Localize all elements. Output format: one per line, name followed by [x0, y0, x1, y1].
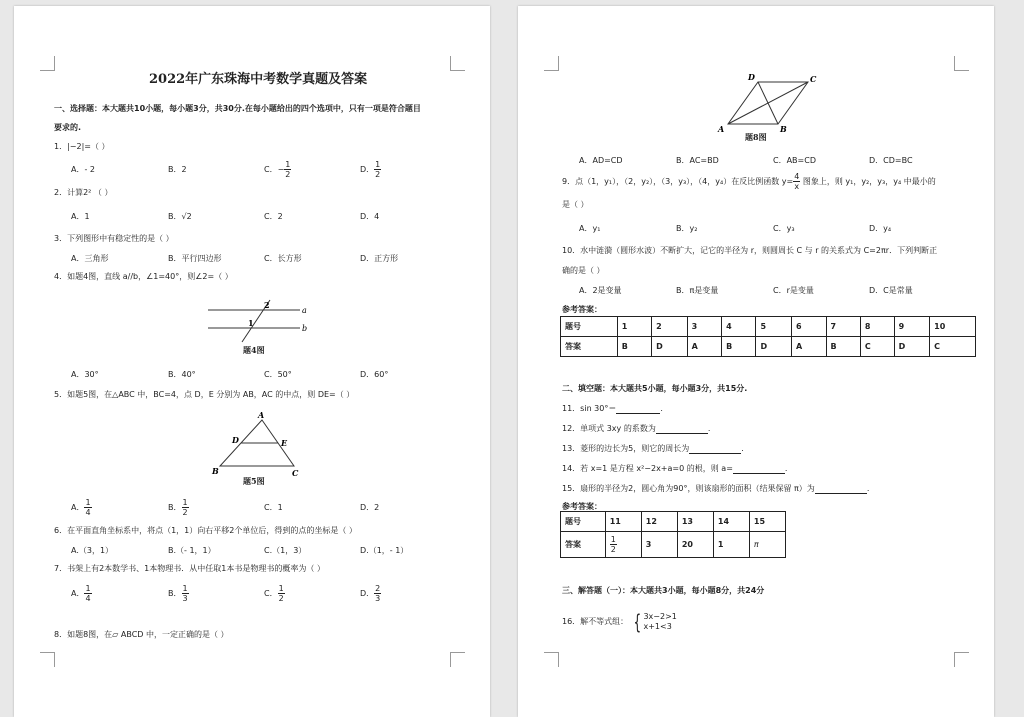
figure-8-caption: 题8图: [745, 132, 767, 142]
q6-option-c: C.（1，3）: [264, 546, 307, 555]
table-row: [561, 317, 976, 337]
table-cell: 题号: [561, 512, 606, 532]
figure-5-triangle: [210, 408, 306, 478]
q3-option-c: C．长方形: [264, 254, 302, 263]
table-cell: 11: [605, 512, 641, 532]
inequality-system: { 3x−2>1 x+1<3: [633, 609, 677, 634]
question-11: 11．sin 30°＝ .: [562, 404, 663, 413]
q1-option-b: B．2: [168, 165, 187, 174]
fig8-vertex-a: A: [718, 124, 725, 134]
section-1-heading-cont: 要求的.: [54, 123, 82, 132]
table-cell: B: [617, 337, 651, 357]
table-cell: 答案: [561, 337, 618, 357]
margin-corner-mark: [954, 56, 969, 71]
margin-corner-mark: [450, 652, 465, 667]
question-9-stem-cont: 是（ ）: [562, 200, 589, 209]
table-row: [561, 532, 786, 558]
table-cell: $\frac{1}{2}$: [605, 532, 641, 558]
table-cell: 6: [792, 317, 827, 337]
question-10-stem-cont: 确的是（ ）: [562, 266, 605, 275]
table-cell: 8: [860, 317, 894, 337]
table-cell: 4: [722, 317, 756, 337]
document-title: 2022年广东珠海中考数学真题及答案: [149, 72, 368, 87]
margin-corner-mark: [40, 652, 55, 667]
table-cell: 1: [713, 532, 749, 558]
q10-option-b: B．π是变量: [676, 286, 719, 295]
document-page-1: [14, 6, 490, 717]
table-cell: 答案: [561, 532, 606, 558]
table-cell: 题号: [561, 317, 618, 337]
fig4-line-a-label: a: [302, 306, 307, 315]
q9-option-a: A．y₁: [579, 224, 601, 233]
q7-option-c: C． $\frac{1}{2}$: [264, 584, 284, 603]
q7-option-a: A． $\frac{1}{4}$: [71, 584, 91, 603]
table-cell: 12: [641, 512, 677, 532]
question-8-stem: 8．如题8图，在▱ ABCD 中，一定正确的是（ ）: [54, 630, 229, 639]
table-cell: D: [652, 337, 688, 357]
table-cell: B: [826, 337, 860, 357]
table-cell: 7: [826, 317, 860, 337]
q10-option-d: D．C是常量: [869, 286, 913, 295]
table-cell: 20: [677, 532, 713, 558]
table-cell: 9: [894, 317, 930, 337]
question-13: 13．菱形的边长为5，则它的周长为 .: [562, 444, 744, 453]
q9-option-b: B．y₂: [676, 224, 698, 233]
q4-option-a: A．30°: [71, 370, 99, 379]
q1-option-c: C．− $\frac{1}{2}$: [264, 160, 291, 179]
q6-option-d: D.（1，- 1）: [360, 546, 409, 555]
section-2-heading: 二、填空题：本大题共5小题，每小题3分，共15分.: [562, 384, 748, 393]
table-row: [561, 337, 976, 357]
fig8-vertex-b: B: [780, 124, 787, 134]
question-4-stem: 4．如题4图，直线 a//b，∠1=40°，则∠2=（ ）: [54, 272, 233, 281]
fig4-angle-2-label: 2: [264, 300, 270, 310]
q10-option-c: C．r是变量: [773, 286, 814, 295]
fig4-line-b-label: b: [302, 324, 308, 333]
question-14: 14．若 x=1 是方程 x²−2x+a=0 的根，则 a= .: [562, 464, 788, 473]
fig5-vertex-c: C: [292, 468, 299, 478]
table-cell: π: [749, 532, 785, 558]
table-cell: B: [722, 337, 756, 357]
table-cell: D: [756, 337, 792, 357]
q9-option-c: C．y₃: [773, 224, 795, 233]
answer-table-fill: [560, 511, 786, 558]
reference-answers-label-1: 参考答案：: [562, 305, 602, 314]
table-cell: 15: [749, 512, 785, 532]
figure-4-parallel-lines: [204, 296, 316, 346]
section-3-heading: 三、解答题（一）：本大题共3小题，每小题8分，共24分: [562, 586, 765, 595]
q6-option-a: A.（3，1）: [71, 546, 114, 555]
q8-option-c: C．AB=CD: [773, 156, 816, 165]
answer-table-choice: [560, 316, 976, 357]
table-cell: 3: [641, 532, 677, 558]
fig5-point-d: D: [232, 435, 239, 445]
table-cell: 2: [652, 317, 688, 337]
table-cell: C: [930, 337, 976, 357]
q9-option-d: D．y₄: [869, 224, 892, 233]
table-cell: 10: [930, 317, 976, 337]
q1-option-a: A．- 2: [71, 165, 95, 174]
q3-option-a: A．三角形: [71, 254, 109, 263]
q5-option-b: B． $\frac{1}{2}$: [168, 498, 188, 517]
q4-option-d: D．60°: [360, 370, 389, 379]
margin-corner-mark: [544, 56, 559, 71]
q8-option-a: A．AD=CD: [579, 156, 623, 165]
q2-option-d: D．4: [360, 212, 380, 221]
q5-option-d: D．2: [360, 503, 380, 512]
reference-answers-label-2: 参考答案：: [562, 502, 602, 511]
q2-option-c: C．2: [264, 212, 283, 221]
q1-option-d: D． $\frac{1}{2}$: [360, 160, 381, 179]
table-row: [561, 512, 786, 532]
figure-4-caption: 题4图: [243, 345, 265, 355]
question-12: 12．单项式 3xy 的系数为 .: [562, 424, 711, 433]
fig5-vertex-a: A: [258, 410, 265, 420]
table-cell: A: [687, 337, 722, 357]
fig4-angle-1-label: 1: [248, 318, 254, 328]
question-9-stem: 9．点（1，y₁），（2，y₂），（3，y₃），（4，y₄）在反比例函数 y= $\frac{4}{x}$ 图象上，则 y₁，y₂，y₃，y₄ 中最小的: [562, 172, 936, 191]
question-5-stem: 5．如题5图，在△ABC 中，BC=4，点 D，E 分别为 AB，AC 的中点，则 DE=（ ）: [54, 390, 355, 399]
table-cell: 3: [687, 317, 722, 337]
margin-corner-mark: [544, 652, 559, 667]
question-2-stem: 2．计算2² （ ）: [54, 188, 113, 197]
q2-option-a: A．1: [71, 212, 90, 221]
q5-option-c: C．1: [264, 503, 283, 512]
section-1-heading: 一、选择题：本大题共10小题，每小题3分，共30分.在每小题给出的四个选项中，只有一项是符合题目: [54, 104, 421, 113]
fig8-vertex-c: C: [810, 74, 817, 84]
table-cell: 1: [617, 317, 651, 337]
q8-option-b: B．AC=BD: [676, 156, 719, 165]
q7-option-d: D． $\frac{2}{3}$: [360, 584, 381, 603]
q4-option-b: B．40°: [168, 370, 196, 379]
q3-option-d: D．正方形: [360, 254, 399, 263]
fig5-vertex-b: B: [212, 466, 219, 476]
q8-option-d: D．CD=BC: [869, 156, 913, 165]
q2-option-b: B．√2: [168, 212, 192, 221]
figure-5-caption: 题5图: [243, 476, 265, 486]
table-cell: 14: [713, 512, 749, 532]
table-cell: A: [792, 337, 827, 357]
question-1-stem: 1．|−2|=（ ）: [54, 142, 110, 151]
q5-option-a: A． $\frac{1}{4}$: [71, 498, 91, 517]
q7-option-b: B． $\frac{1}{3}$: [168, 584, 188, 603]
margin-corner-mark: [450, 56, 465, 71]
fig5-point-e: E: [281, 438, 288, 448]
question-10-stem: 10．水中涟漪（圆形水波）不断扩大，记它的半径为 r，则圆周长 C 与 r 的关系式为 C=2πr．下列判断正: [562, 246, 938, 255]
q6-option-b: B.（- 1，1）: [168, 546, 216, 555]
table-cell: D: [894, 337, 930, 357]
document-page-2: [518, 6, 994, 717]
table-cell: 13: [677, 512, 713, 532]
margin-corner-mark: [40, 56, 55, 71]
figure-8-parallelogram: [714, 70, 826, 136]
table-cell: 5: [756, 317, 792, 337]
question-6-stem: 6．在平面直角坐标系中，将点（1，1）向右平移2个单位后，得到的点的坐标是（ ）: [54, 526, 357, 535]
q10-option-a: A．2是变量: [579, 286, 622, 295]
question-3-stem: 3．下列图形中有稳定性的是（ ）: [54, 234, 174, 243]
q4-option-c: C．50°: [264, 370, 292, 379]
margin-corner-mark: [954, 652, 969, 667]
question-7-stem: 7．书架上有2本数学书、1本物理书．从中任取1本书是物理书的概率为（ ）: [54, 564, 325, 573]
table-cell: C: [860, 337, 894, 357]
fig8-vertex-d: D: [748, 72, 755, 82]
question-15: 15．扇形的半径为2，圆心角为90°，则该扇形的面积（结果保留 π）为 .: [562, 484, 870, 493]
question-16: 16．解不等式组： { 3x−2>1 x+1<3: [562, 609, 677, 634]
q3-option-b: B．平行四边形: [168, 254, 222, 263]
